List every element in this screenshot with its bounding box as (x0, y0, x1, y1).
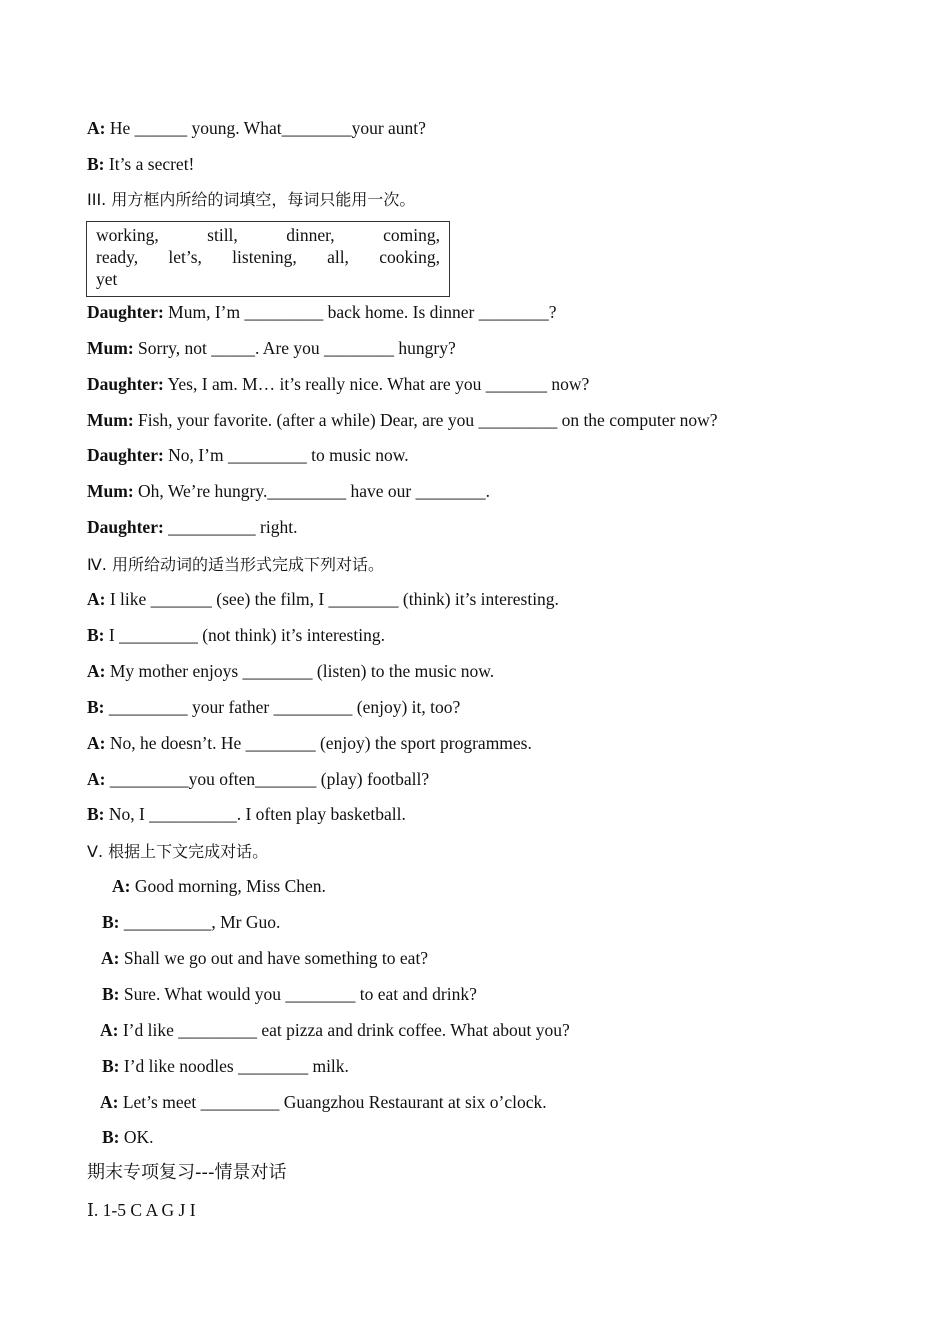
answers-title: 期末专项复习---情景对话 (87, 1162, 287, 1183)
word-box-row-2 (96, 246, 440, 268)
dialogue-line (87, 153, 194, 175)
line-text: I _________ (not think) it’s interesting. (104, 625, 385, 645)
dialogue-line (102, 1055, 349, 1077)
line-text: Shall we go out and have something to eat? (119, 948, 429, 968)
dialogue-line (87, 803, 406, 825)
line-text: Oh, We’re hungry._________ have our ________. (133, 481, 490, 501)
word-box-row-3 (96, 268, 440, 290)
dialogue-line (87, 624, 385, 646)
line-text: _________you often_______ (play) football? (105, 769, 430, 789)
speaker: B: (102, 984, 120, 1004)
word-box (86, 221, 450, 297)
word: dinner, (286, 225, 335, 245)
speaker: Mum: (87, 481, 134, 501)
speaker: A: (87, 589, 106, 609)
speaker: Daughter: (87, 445, 164, 465)
line-text: Sure. What would you ________ to eat and drink? (119, 984, 477, 1004)
dialogue-line (87, 117, 426, 139)
line-text: Sorry, not _____. Are you ________ hungry? (133, 338, 456, 358)
line-text: No, I __________. I often play basketball. (104, 804, 406, 824)
speaker: Mum: (87, 410, 134, 430)
dialogue-line (87, 588, 559, 610)
speaker: B: (87, 625, 105, 645)
speaker: B: (87, 804, 105, 824)
dialogue-line (102, 1126, 154, 1148)
dialogue-line (87, 301, 557, 323)
word: let’s, (168, 247, 202, 267)
speaker: A: (100, 1020, 119, 1040)
section-3-heading: III. 用方框内所给的词填空，每词只能用一次。 (87, 190, 416, 209)
dialogue-line (112, 875, 326, 897)
section-5-heading: Ⅴ. 根据上下文完成对话。 (87, 842, 269, 861)
word: all, (327, 247, 349, 267)
speaker: B: (102, 1056, 120, 1076)
word: cooking, (379, 247, 440, 267)
word-box-row-1 (96, 224, 440, 246)
dialogue-line (87, 480, 490, 502)
speaker: Mum: (87, 338, 134, 358)
line-text: _________ your father _________ (enjoy) it, too? (104, 697, 461, 717)
answer-line: Ⅰ. 1-5 C A G J I (87, 1200, 196, 1220)
speaker: A: (87, 118, 106, 138)
speaker: Daughter: (87, 302, 164, 322)
line-text: He ______ young. What________your aunt? (105, 118, 426, 138)
speaker: A: (100, 1092, 119, 1112)
dialogue-line (102, 983, 477, 1005)
line-text: It’s a secret! (104, 154, 195, 174)
dialogue-line (87, 337, 456, 359)
line-text: No, I’m _________ to music now. (163, 445, 409, 465)
dialogue-line (101, 947, 428, 969)
line-text: I like _______ (see) the film, I ________ (think) it’s interesting. (105, 589, 559, 609)
section-4-heading: Ⅳ. 用所给动词的适当形式完成下列对话。 (87, 555, 384, 574)
word: yet (96, 269, 118, 289)
line-text: My mother enjoys ________ (listen) to the music now. (105, 661, 495, 681)
word: coming, (383, 225, 440, 245)
dialogue-line (87, 373, 589, 395)
line-text: I’d like _________ eat pizza and drink coffee. What about you? (118, 1020, 570, 1040)
word: still, (207, 225, 238, 245)
word: ready, (96, 247, 139, 267)
dialogue-line (87, 732, 532, 754)
speaker: A: (87, 661, 106, 681)
line-text: Let’s meet _________ Guangzhou Restaurant at six o’clock. (118, 1092, 547, 1112)
dialogue-line (87, 516, 297, 538)
dialogue-line (102, 911, 280, 933)
line-text: OK. (119, 1127, 154, 1147)
dialogue-line (87, 696, 460, 718)
speaker: A: (112, 876, 131, 896)
line-text: __________, Mr Guo. (119, 912, 281, 932)
speaker: B: (87, 697, 105, 717)
speaker: B: (102, 912, 120, 932)
word: working, (96, 225, 159, 245)
dialogue-line (100, 1019, 570, 1041)
line-text: __________ right. (163, 517, 298, 537)
dialogue-line (87, 768, 429, 790)
dialogue-line (87, 409, 718, 431)
line-text: Fish, your favorite. (after a while) Dear, are you _________ on the computer now? (133, 410, 718, 430)
dialogue-line (87, 444, 409, 466)
speaker: A: (87, 769, 106, 789)
speaker: Daughter: (87, 374, 164, 394)
line-text: Yes, I am. M… it’s really nice. What are you _______ now? (163, 374, 590, 394)
line-text: Good morning, Miss Chen. (130, 876, 326, 896)
speaker: B: (87, 154, 105, 174)
line-text: No, he doesn’t. He ________ (enjoy) the sport programmes. (105, 733, 532, 753)
dialogue-line (100, 1091, 547, 1113)
line-text: I’d like noodles ________ milk. (119, 1056, 349, 1076)
speaker: A: (101, 948, 120, 968)
speaker: Daughter: (87, 517, 164, 537)
speaker: A: (87, 733, 106, 753)
word: listening, (232, 247, 297, 267)
line-text: Mum, I’m _________ back home. Is dinner ________? (163, 302, 557, 322)
dialogue-line (87, 660, 494, 682)
speaker: B: (102, 1127, 120, 1147)
